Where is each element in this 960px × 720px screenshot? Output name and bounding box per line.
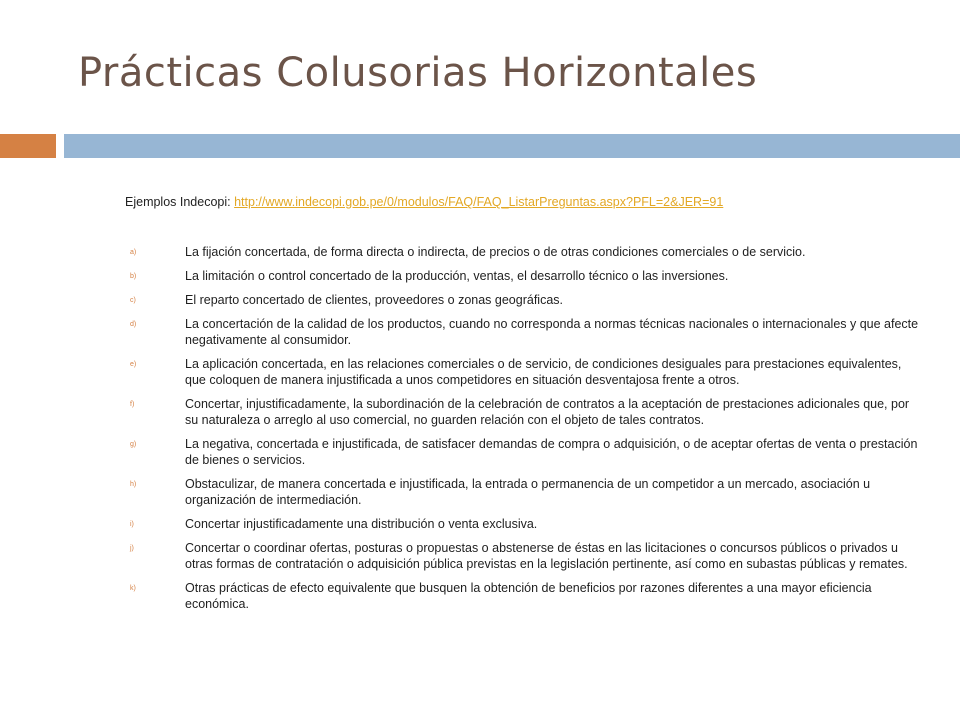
item-text: Concertar o coordinar ofertas, posturas o propuestas o abstenerse de éstas en las licitaciones o concursos públicos o privados u otras formas de contratación o adquisición pública previstas en la legislación pertinente, así como en subastas públicas y remates.: [185, 541, 908, 571]
item-text: Otras prácticas de efecto equivalente que busquen la obtención de beneficios por razones diferentes a una mayor eficiencia económica.: [185, 581, 872, 611]
list-item: [130, 516, 920, 532]
item-text: La concertación de la calidad de los productos, cuando no corresponda a normas técnicas nacionales o internacionales y que afecte negativamente al consumidor.: [185, 317, 919, 347]
item-marker: c): [130, 297, 136, 304]
item-text: Obstaculizar, de manera concertada e injustificada, la entrada o permanencia de un competidor a un mercado, asociación u organización de intermediación.: [185, 477, 871, 507]
list-item: [130, 316, 920, 348]
item-marker: j): [130, 545, 134, 552]
item-marker: a): [130, 249, 137, 256]
list-item: [130, 476, 920, 508]
list-item: [130, 268, 920, 284]
item-marker: i): [130, 521, 134, 528]
item-marker: f): [130, 401, 135, 408]
accent-bar-orange: [0, 134, 56, 158]
list-item: [130, 436, 920, 468]
list-item: [130, 540, 920, 572]
source-label: Ejemplos Indecopi:: [125, 195, 231, 209]
item-text: Concertar, injustificadamente, la subordinación de la celebración de contratos a la aceptación de prestaciones adicionales que, por su naturaleza o arreglo al uso comercial, no guarden relación con el objeto de tales contratos.: [185, 397, 910, 427]
item-marker: k): [130, 585, 136, 592]
item-text: La negativa, concertada e injustificada, de satisfacer demandas de compra o adquisición, o de aceptar ofertas de venta o prestación de bienes o servicios.: [185, 437, 918, 467]
item-marker: d): [130, 321, 137, 328]
list-item: [130, 356, 920, 388]
source-link[interactable]: http://www.indecopi.gob.pe/0/modulos/FAQ/FAQ_ListarPreguntas.aspx?PFL=2&JER=91: [234, 195, 724, 209]
list-item: [130, 292, 920, 308]
source-line: [125, 195, 723, 209]
item-marker: g): [130, 441, 137, 448]
item-text: La limitación o control concertado de la producción, ventas, el desarrollo técnico o las inversiones.: [185, 269, 729, 283]
item-text: Concertar injustificadamente una distribución o venta exclusiva.: [185, 517, 538, 531]
item-marker: h): [130, 481, 137, 488]
item-marker: b): [130, 273, 137, 280]
list-item: [130, 396, 920, 428]
item-text: La fijación concertada, de forma directa o indirecta, de precios o de otras condiciones comerciales o de servicio.: [185, 245, 806, 259]
item-text: El reparto concertado de clientes, proveedores o zonas geográficas.: [185, 293, 564, 307]
accent-bar-blue: [64, 134, 960, 158]
practices-list: [130, 244, 920, 620]
list-item: [130, 244, 920, 260]
item-text: La aplicación concertada, en las relaciones comerciales o de servicio, de condiciones desiguales para prestaciones equivalentes, que coloquen de manera injustificada a unos competidores en situación desventajosa frente a otros.: [185, 357, 902, 387]
slide-title: Prácticas Colusorias Horizontales: [78, 50, 758, 96]
item-marker: e): [130, 361, 137, 368]
list-item: [130, 580, 920, 612]
